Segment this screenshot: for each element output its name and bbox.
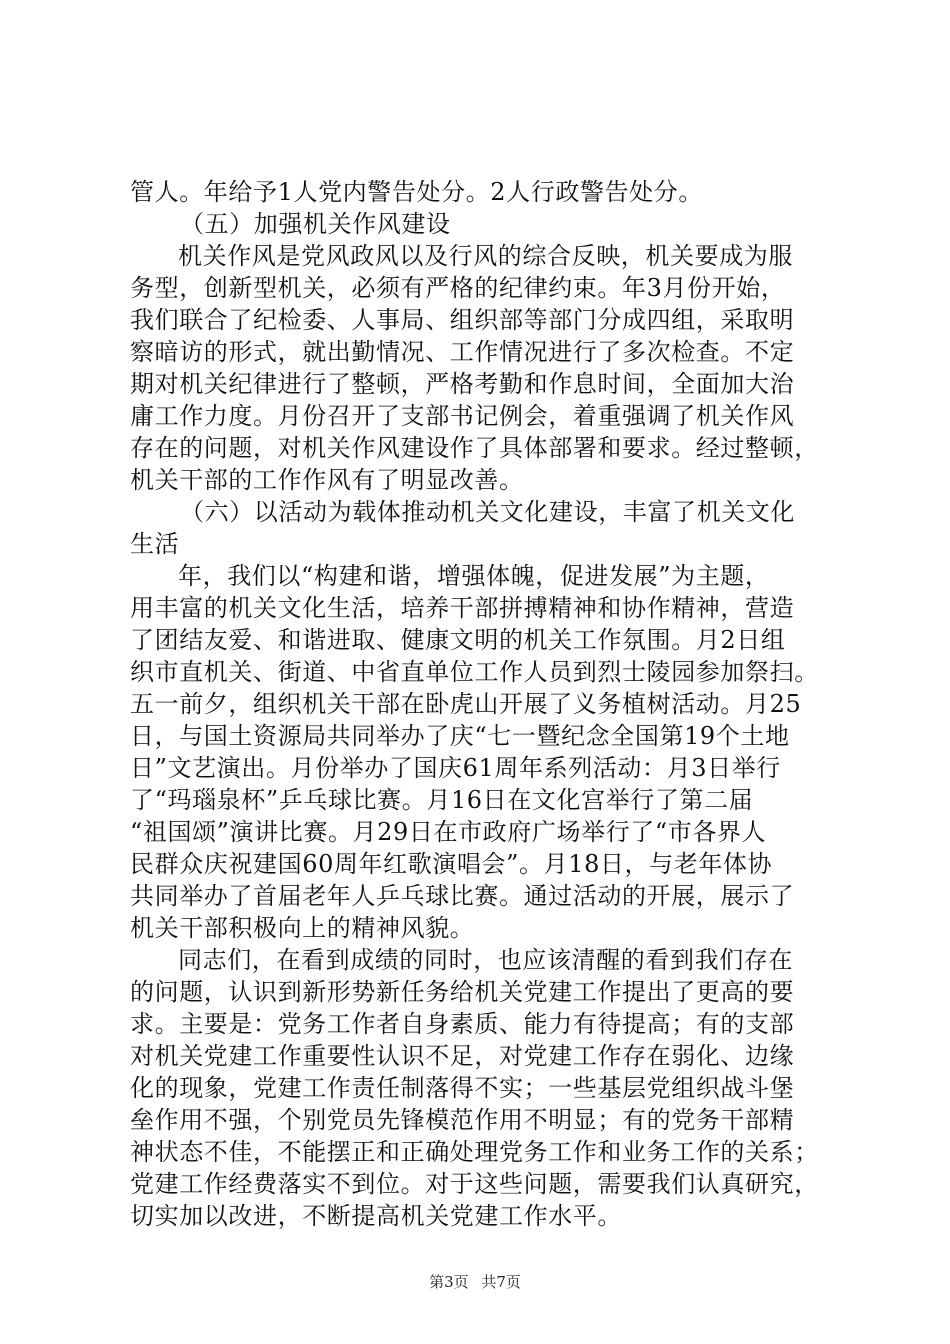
text-line: 了“玛瑙泉杯”乒乓球比赛。月16日在文化宫举行了第二届 (130, 786, 754, 814)
text-line: 的问题，认识到新形势新任务给机关党建工作提出了更高的要 (130, 978, 795, 1006)
page-number: 第3页 (429, 1273, 469, 1291)
text-line: 机关作风是党风政风以及行风的综合反映，机关要成为服 (178, 242, 793, 270)
text-line: 存在的问题，对机关作风建设作了具体部署和要求。经过整顿， (130, 434, 819, 462)
text-line: “祖国颂”演讲比赛。月29日在市政府广场举行了“市各界人 (130, 818, 767, 846)
text-line: 我们联合了纪检委、人事局、组织部等部门分成四组，采取明 (130, 306, 795, 334)
text-line: 日”文艺演出。月份举办了国庆61周年系列活动：月3日举行 (130, 754, 781, 782)
document-body (130, 176, 830, 1232)
text-line: 日，与国土资源局共同举办了庆“七一暨纪念全国第19个土地 (130, 722, 790, 750)
text-line: 化的现象，党建工作责任制落得不实；一些基层党组织战斗堡 (130, 1074, 795, 1102)
page-total: 共7页 (481, 1273, 521, 1291)
text-line: 垒作用不强，个别党员先锋模范作用不明显；有的党务干部精 (130, 1106, 795, 1134)
text-line: 共同举办了首届老年人乒乓球比赛。通过活动的开展，展示了 (130, 882, 795, 910)
text-line: 用丰富的机关文化生活，培养干部拼搏精神和协作精神，营造 (130, 594, 795, 622)
text-line: 务型，创新型机关，必须有严格的纪律约束。年3月份开始， (130, 274, 786, 302)
text-line: 庸工作力度。月份召开了支部书记例会，着重强调了机关作风 (130, 402, 795, 430)
text-line: 党建工作经费落实不到位。对于这些问题，需要我们认真研究， (130, 1170, 819, 1198)
text-line: 了团结友爱、和谐进取、健康文明的机关工作氛围。月2日组 (130, 626, 786, 654)
text-line: 年，我们以“构建和谐，增强体魄，促进发展”为主题， (178, 562, 770, 590)
text-line: 同志们，在看到成绩的同时，也应该清醒的看到我们存在 (178, 946, 793, 974)
text-line: 期对机关纪律进行了整顿，严格考勤和作息时间，全面加大治 (130, 370, 795, 398)
text-line: 察暗访的形式，就出勤情况、工作情况进行了多次检查。不定 (130, 338, 795, 366)
text-line: 切实加以改进，不断提高机关党建工作水平。 (130, 1202, 622, 1230)
section-heading-five: （五）加强机关作风建设 (180, 210, 451, 238)
page-footer (0, 1272, 950, 1292)
text-line: 对机关党建工作重要性认识不足，对党建工作存在弱化、边缘 (130, 1042, 795, 1070)
text-line: 机关干部的工作作风有了明显改善。 (130, 466, 524, 494)
text-line: 五一前夕，组织机关干部在卧虎山开展了义务植树活动。月25 (130, 690, 802, 718)
text-line: 生活 (130, 530, 180, 558)
text-line: 神状态不佳，不能摆正和正确处理党务工作和业务工作的关系； (130, 1138, 819, 1166)
text-line: 管人。年给予1人党内警告处分。2人行政警告处分。 (130, 178, 703, 206)
text-line: 求。主要是：党务工作者自身素质、能力有待提高；有的支部 (130, 1010, 795, 1038)
text-line: 民群众庆祝建国60周年红歌演唱会”。月18日，与老年体协 (130, 850, 773, 878)
section-heading-six: （六）以活动为载体推动机关文化建设，丰富了机关文化 (180, 498, 795, 526)
text-line: 织市直机关、街道、中省直单位工作人员到烈士陵园参加祭扫。 (130, 658, 819, 686)
text-line: 机关干部积极向上的精神风貌。 (130, 914, 475, 942)
